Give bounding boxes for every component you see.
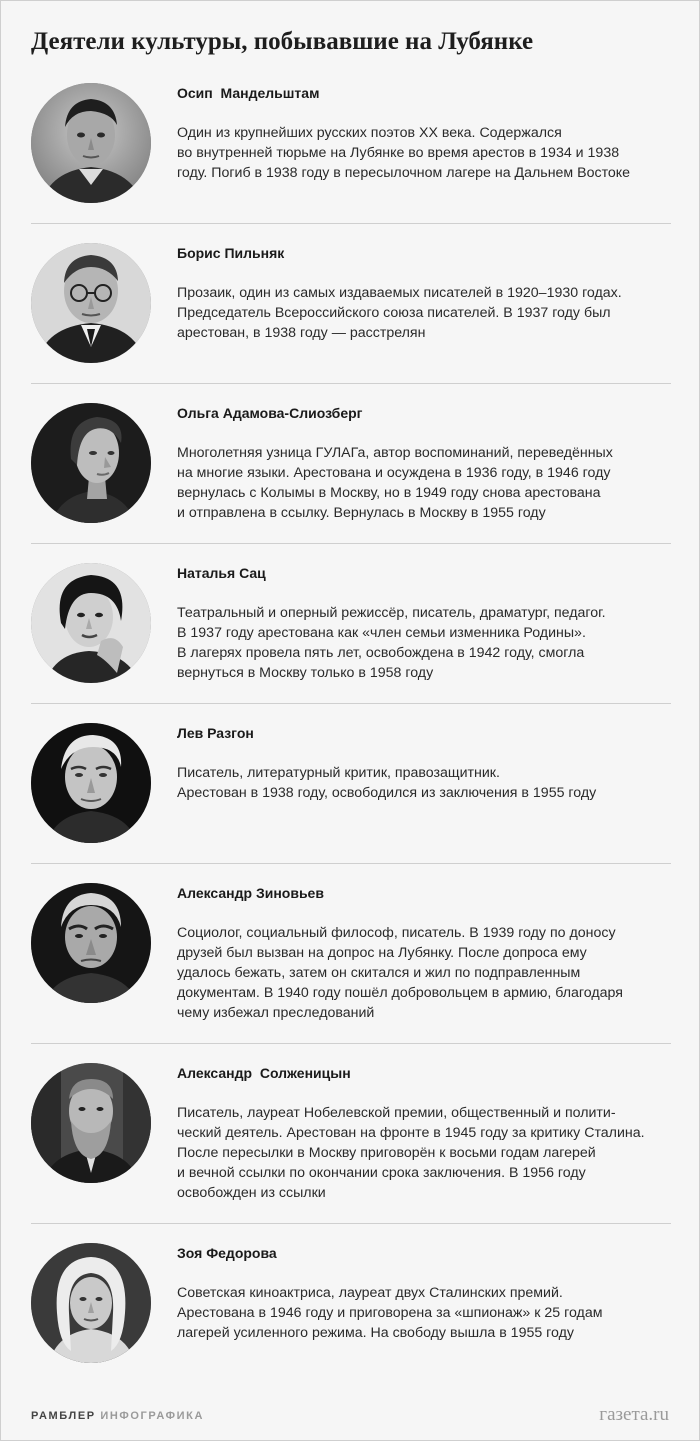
- description-line: Один из крупнейших русских поэтов XX века. Содержался: [177, 125, 562, 141]
- brand-label: [31, 1410, 204, 1422]
- description-line: После пересылки в Москву приговорён к восьми годам лагерей: [177, 1145, 596, 1161]
- description-line: Прозаик, один из самых издаваемых писателей в 1920–1930 годах.: [177, 285, 622, 301]
- person-description: [177, 123, 630, 183]
- person-name: Зоя Федорова: [177, 1245, 277, 1261]
- person-entry-zinoviev: [1, 863, 700, 1023]
- person-entry-fedorova: [1, 1223, 700, 1383]
- description-line: удалось бежать, затем он скитался и жил по подправленным: [177, 965, 581, 981]
- description-line: Писатель, литературный критик, правозащитник.: [177, 765, 500, 781]
- person-description: [177, 1103, 645, 1203]
- description-line: году. Погиб в 1938 году в пересылочном лагере на Дальнем Востоке: [177, 165, 631, 181]
- portrait-adamova-image: [31, 403, 151, 523]
- description-line: и вечной ссылки по окончании срока заключения. В 1956 году: [177, 1165, 586, 1181]
- person-entry-mandelstam: [1, 63, 700, 223]
- portrait-photo: [31, 883, 151, 1003]
- brand-section: ИНФОГРАФИКА: [100, 1410, 204, 1422]
- description-line: Писатель, лауреат Нобелевской премии, общественный и полити-: [177, 1105, 616, 1121]
- person-name: Наталья Сац: [177, 565, 266, 581]
- person-entry-razgon: [1, 703, 700, 863]
- description-line: В лагерях провела пять лет, освобождена в 1942 году, смогла: [177, 645, 585, 661]
- description-line: и отправлена в ссылку. Вернулась в Москву в 1955 году: [177, 505, 546, 521]
- person-entry-pilnyak: [1, 223, 700, 383]
- person-description: [177, 603, 606, 683]
- brand-name: РАМБЛЕР: [31, 1410, 96, 1422]
- person-name: Александр Зиновьев: [177, 885, 324, 901]
- description-line: Многолетняя узница ГУЛАГа, автор воспоминаний, переведённых: [177, 445, 613, 461]
- description-line: чему избежал преследований: [177, 1005, 375, 1021]
- description-line: В 1937 году арестована как «член семьи изменника Родины».: [177, 625, 586, 641]
- portrait-fedorova-image: [31, 1243, 151, 1363]
- portrait-sats-image: [31, 563, 151, 683]
- portrait-pilnyak-image: [31, 243, 151, 363]
- description-line: Социолог, социальный философ, писатель. В 1939 году по доносу: [177, 925, 616, 941]
- description-line: Председатель Всероссийского союза писателей. В 1937 году был: [177, 305, 611, 321]
- person-entry-adamova-sliozberg: [1, 383, 700, 543]
- description-line: лагерей усиленного режима. На свободу вышла в 1955 году: [177, 1325, 574, 1341]
- description-line: ческий деятель. Арестован на фронте в 1945 году за критику Сталина.: [177, 1125, 645, 1141]
- description-line: друзей был вызван на допрос на Лубянку. После допроса ему: [177, 945, 587, 961]
- portrait-photo: [31, 83, 151, 203]
- page-title: Деятели культуры, побывавшие на Лубянке: [31, 28, 534, 55]
- person-name: Лев Разгон: [177, 725, 254, 741]
- portrait-photo: [31, 403, 151, 523]
- source-logo: газета.ru: [599, 1404, 669, 1425]
- person-name: Осип Мандельштам: [177, 85, 320, 101]
- portrait-solzhenitsyn-image: [31, 1063, 151, 1183]
- portrait-photo: [31, 1063, 151, 1183]
- portrait-photo: [31, 723, 151, 843]
- description-line: вернуться в Москву только в 1958 году: [177, 665, 434, 681]
- person-entry-solzhenitsyn: [1, 1043, 700, 1203]
- person-name: Александр Солженицын: [177, 1065, 351, 1081]
- description-line: во внутренней тюрьме на Лубянке во время арестов в 1934 и 1938: [177, 145, 620, 161]
- portrait-razgon-image: [31, 723, 151, 843]
- person-description: [177, 763, 596, 803]
- person-description: [177, 923, 623, 1023]
- description-line: освобожден из ссылки: [177, 1185, 326, 1201]
- description-line: арестован, в 1938 году — расстрелян: [177, 325, 426, 341]
- description-line: Театральный и оперный режиссёр, писатель, драматург, педагог.: [177, 605, 606, 621]
- portrait-photo: [31, 563, 151, 683]
- description-line: Советская киноактриса, лауреат двух Сталинских премий.: [177, 1285, 563, 1301]
- portrait-mandelstam-image: [31, 83, 151, 203]
- person-description: [177, 443, 613, 523]
- description-line: документам. В 1940 году пошёл добровольцем в армию, благодаря: [177, 985, 623, 1001]
- description-line: на многие языки. Арестована и осуждена в 1936 году, в 1946 году: [177, 465, 611, 481]
- portrait-zinoviev-image: [31, 883, 151, 1003]
- person-description: [177, 1283, 602, 1343]
- person-name: Борис Пильняк: [177, 245, 285, 261]
- portrait-photo: [31, 1243, 151, 1363]
- portrait-photo: [31, 243, 151, 363]
- description-line: вернулась с Колымы в Москву, но в 1949 году снова арестована: [177, 485, 601, 501]
- person-name: Ольга Адамова-Слиозберг: [177, 405, 363, 421]
- description-line: Арестован в 1938 году, освободился из заключения в 1955 году: [177, 785, 597, 801]
- person-description: [177, 283, 622, 343]
- description-line: Арестована в 1946 году и приговорена за «шпионаж» к 25 годам: [177, 1305, 603, 1321]
- person-entry-sats: [1, 543, 700, 703]
